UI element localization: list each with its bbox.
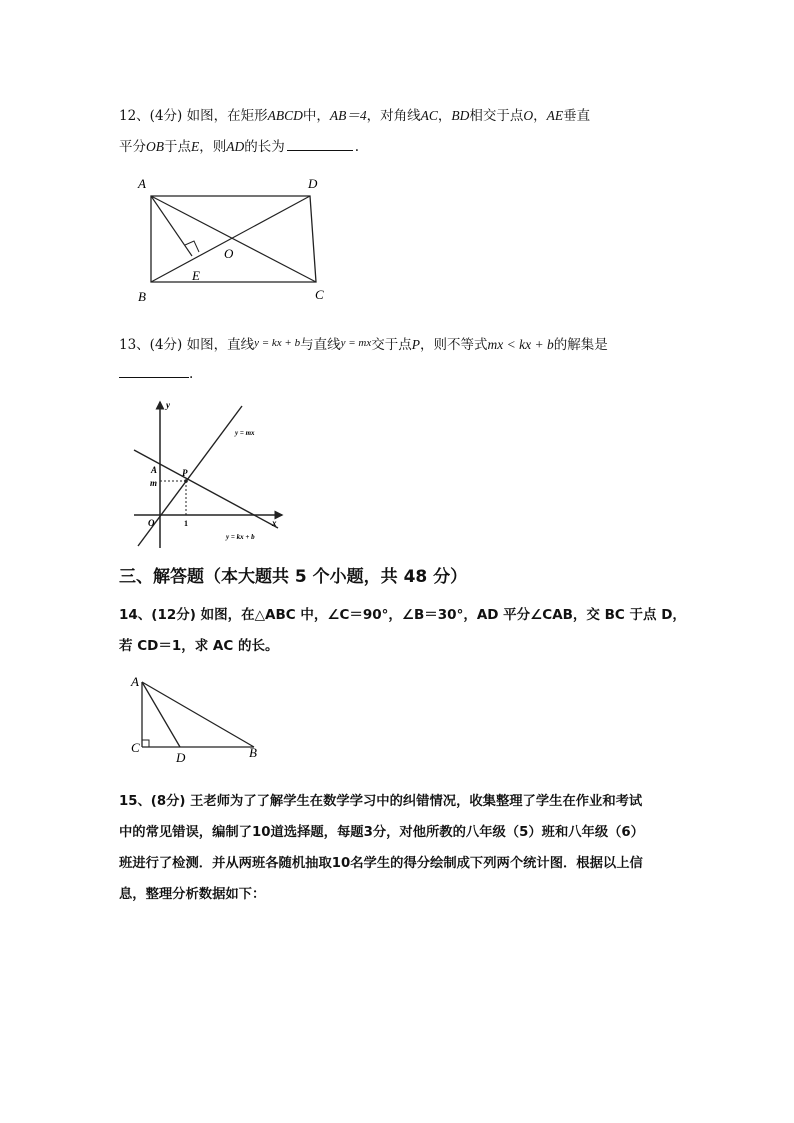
q12-var: O — [523, 108, 534, 123]
label-y-mx: y = mx — [235, 429, 255, 437]
label-o: O — [148, 518, 155, 528]
q12-text: 垂直 — [563, 108, 591, 124]
label-d: D — [308, 176, 318, 191]
label-one: 1 — [184, 519, 188, 528]
label-b: B — [249, 745, 257, 760]
q14-triangle-figure — [128, 672, 268, 767]
q15-text: 班进行了检测．并从两班各随机抽取 — [119, 856, 332, 871]
q12-var: ABCD — [267, 108, 303, 123]
q12-var: AB＝4 — [329, 108, 367, 123]
q12-text: 平分 — [119, 139, 146, 155]
q13-var: P — [411, 337, 420, 352]
q13-text: 如图，直线 — [186, 337, 255, 353]
q12-var: OB — [146, 139, 164, 154]
section-3-heading: 三、解答题（本大题共 5 个小题，共 48 分） — [119, 567, 468, 587]
q12-text: 于点 — [164, 139, 191, 155]
side-ab — [142, 682, 254, 747]
label-a: A — [138, 176, 146, 191]
q13-text: 交于点 — [371, 337, 412, 353]
q13-var: y = mx — [340, 337, 372, 349]
line-y-kx-b — [134, 450, 278, 528]
q13-text: . — [189, 366, 194, 382]
q15-text: 道选择题，每题 — [270, 825, 364, 840]
q15-text: 中的常见错误，编制了 — [119, 825, 252, 840]
q13-graph-figure — [130, 398, 290, 550]
label-m: m — [150, 478, 158, 488]
q12-text: 如图，在矩形 — [186, 108, 268, 124]
q15-text: 分，对他所教的八年级（5）班和八年级（6） — [372, 825, 644, 840]
q12-line2 — [119, 135, 359, 155]
q15-number-10: 10 — [251, 825, 271, 840]
label-y: y — [166, 400, 170, 410]
q13-answer-blank[interactable] — [119, 365, 189, 378]
q12-text: 的长为 — [244, 139, 285, 155]
q15-line4: 息，整理分析数据如下： — [119, 887, 266, 902]
q12-text: 中， — [302, 108, 330, 124]
q14-line2: 若 CD＝1，求 AC 的长。 — [119, 638, 279, 654]
q13-text: 与直线 — [300, 337, 341, 353]
label-a: A — [151, 465, 158, 475]
q13-line2 — [119, 365, 193, 382]
q12-text: ，对角线 — [366, 108, 421, 124]
q14-number: 14、(12分) — [119, 607, 196, 623]
q13-var: y = kx + b — [254, 337, 301, 349]
q15-number-10: 10 — [331, 856, 351, 871]
q15-line2 — [119, 821, 644, 840]
label-o: O — [224, 246, 234, 261]
q15-number-3: 3 — [363, 825, 373, 840]
q12-line1 — [119, 104, 590, 124]
q12-answer-blank[interactable] — [287, 138, 353, 151]
q12-text: ， — [533, 108, 547, 124]
segment-ad — [142, 682, 180, 747]
segment-ae — [151, 196, 192, 256]
q15-line1: 15、(8分) 王老师为了了解学生在数学学习中的纠错情况，收集整理了学生在作业和考试 — [119, 794, 643, 809]
label-c: C — [315, 287, 324, 302]
point-p — [184, 479, 188, 483]
q13-number: 13、(4分) — [119, 337, 183, 353]
q12-var: E — [191, 139, 200, 154]
q13-text: ，则不等式 — [420, 337, 488, 353]
label-d: D — [176, 750, 186, 765]
q12-number: 12、(4分) — [119, 108, 183, 124]
q12-var: BD — [451, 108, 470, 123]
q12-var: AD — [226, 139, 245, 154]
q13-line1 — [119, 333, 608, 353]
q12-var: AE — [546, 108, 564, 123]
q12-text: ， — [437, 108, 452, 124]
right-angle-mark — [185, 241, 199, 252]
label-a: A — [131, 674, 139, 689]
label-c: C — [131, 740, 140, 755]
q15-line3 — [119, 852, 643, 871]
q12-var: AC — [420, 108, 438, 123]
right-angle-mark — [142, 740, 149, 747]
label-p: P — [182, 468, 188, 478]
q14-line1 — [119, 603, 686, 623]
q13-text: 的解集是 — [553, 337, 608, 353]
q12-rectangle-figure — [130, 170, 340, 305]
label-y-kx-b: y = kx + b — [226, 533, 255, 541]
q12-text: 相交于点 — [469, 108, 524, 124]
q12-text: ，则 — [199, 139, 227, 155]
label-b: B — [138, 289, 146, 304]
q14-text: 如图，在△ABC 中，∠C＝90°，∠B＝30°，AD 平分∠CAB，交 BC 于点 D， — [200, 607, 686, 623]
q15-text: 名学生的得分绘制成下列两个统计图．根据以上信 — [350, 856, 643, 871]
label-e: E — [192, 268, 200, 283]
q12-text: . — [354, 139, 360, 155]
q13-var: mx < kx + b — [487, 337, 554, 352]
label-x: x — [272, 518, 277, 528]
